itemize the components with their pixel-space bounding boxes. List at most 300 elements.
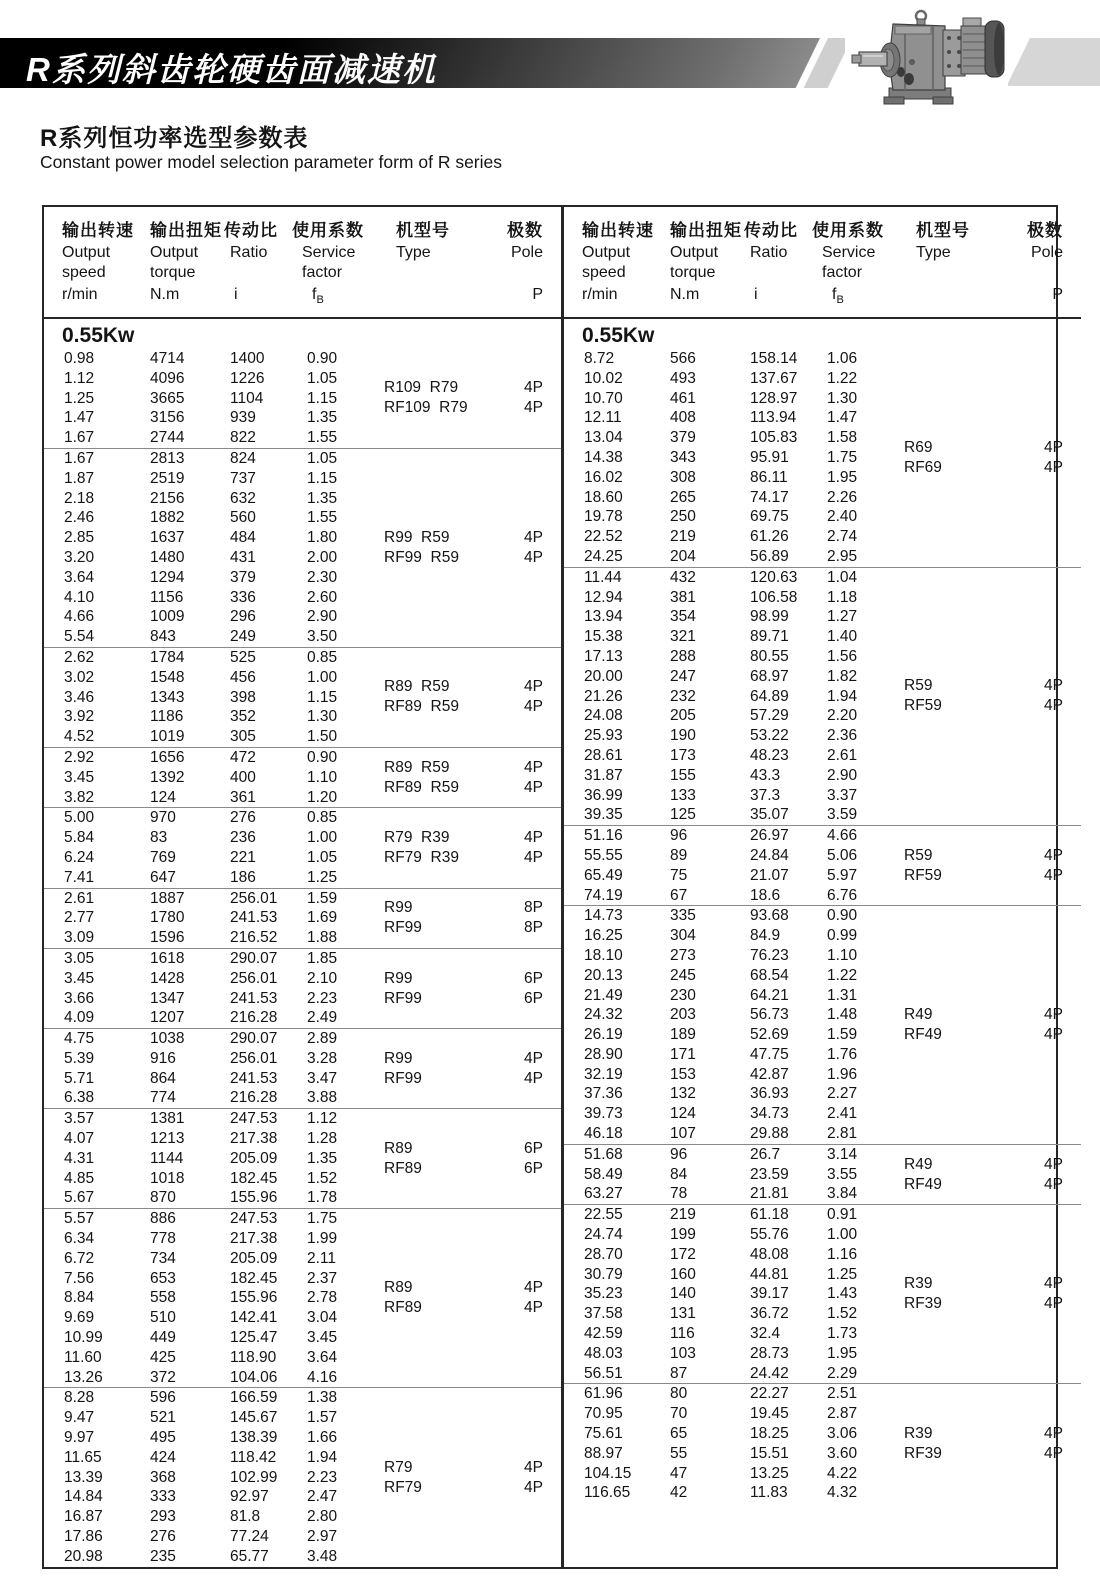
table-row [44,868,384,888]
type-pole-line [384,697,561,717]
type-cell: RF89 [384,1299,422,1317]
ratio-cell: 525 [230,648,256,666]
ratio-cell: 137.67 [750,369,798,387]
torque-cell: 1156 [150,588,184,606]
torque-cell: 107 [670,1125,696,1143]
table-row [564,766,904,786]
type-cell: RF69 [904,458,942,476]
torque-cell: 4714 [150,350,185,367]
ratio-cell: 48.23 [750,746,789,764]
ratio-cell: 155.96 [230,1189,278,1207]
table-row [44,1527,384,1547]
torque-cell: 653 [150,1269,176,1287]
factor-cell: 2.41 [827,1105,858,1123]
ratio-cell: 47.75 [750,1045,789,1063]
header-speed-unit: r/min [62,286,98,303]
header-torque-zh: 输出扭矩 [670,221,742,240]
factor-cell: 1.35 [307,489,338,507]
factor-cell: 1.35 [307,1149,338,1167]
factor-cell: 2.23 [307,1468,338,1486]
pole-cell: 4P [524,399,543,417]
table-row [564,527,904,547]
speed-cell: 3.46 [64,688,95,706]
speed-cell: 37.58 [584,1305,623,1323]
table-row [44,1069,384,1089]
speed-cell: 28.90 [584,1045,623,1063]
ratio-cell: 256.01 [230,889,278,907]
torque-cell: 103 [670,1344,696,1362]
factor-cell: 1.50 [307,728,338,746]
table-row [564,607,904,627]
speed-cell: 30.79 [584,1265,623,1283]
ratio-cell: 166.59 [230,1389,278,1407]
type-pole-line [384,828,561,848]
speed-cell: 31.87 [584,766,623,784]
header-factor-en: factor [302,264,343,281]
table-row [564,826,904,846]
type-pole-line [384,1139,561,1159]
speed-cell: 13.26 [64,1368,103,1386]
table-row [44,1547,384,1567]
ratio-cell: 105.83 [750,429,798,447]
speed-cell: 2.92 [64,748,95,766]
ratio-cell: 69.75 [750,508,789,526]
speed-cell: 9.97 [64,1429,95,1447]
table-row [44,1049,384,1069]
ratio-cell: 241.53 [230,909,278,927]
torque-cell: 84 [670,1165,688,1183]
speed-cell: 74.19 [584,886,623,904]
speed-cell: 19.78 [584,508,623,526]
header-ratio-zh: 传动比 [224,221,278,240]
factor-cell: 1.20 [307,788,338,806]
type-pole-line [904,1274,1081,1294]
torque-cell: 843 [150,628,176,646]
ratio-cell: 106.58 [750,588,798,606]
factor-cell: 3.14 [827,1145,858,1163]
speed-cell: 24.32 [584,1006,623,1024]
torque-cell: 1213 [150,1130,185,1148]
factor-cell: 1.76 [827,1045,858,1063]
factor-cell: 1.58 [827,429,858,447]
speed-cell: 46.18 [584,1125,623,1143]
factor-cell: 2.10 [307,969,338,987]
speed-cell: 61.96 [584,1385,623,1403]
factor-cell: 2.90 [307,608,338,626]
parameter-group [44,748,561,808]
header-torque-zh: 输出扭矩 [150,221,222,240]
table-row [44,1088,384,1108]
table-row [564,1065,904,1085]
factor-cell: 2.37 [307,1269,338,1287]
ratio-cell: 61.26 [750,528,789,546]
ratio-cell: 13.25 [750,1464,789,1482]
factor-cell: 3.28 [307,1049,338,1067]
gear-reducer-image-frame [845,0,1008,112]
ratio-cell: 21.07 [750,866,789,884]
type-pole-block [904,1205,1081,1383]
table-row [564,1225,904,1245]
parameter-table [42,205,1063,1569]
table-row [564,1344,904,1364]
type-pole-line [384,1458,561,1478]
type-pole-block [384,648,561,747]
table-row [44,1388,384,1408]
ratio-cell: 145.67 [230,1409,278,1427]
factor-cell: 3.60 [827,1444,858,1462]
factor-cell: 3.84 [827,1185,858,1203]
ratio-cell: 53.22 [750,727,789,745]
header-ratio-zh: 传动比 [744,221,798,240]
factor-cell: 1.85 [307,949,338,967]
factor-cell: 3.59 [827,806,858,824]
speed-cell: 18.10 [584,946,623,964]
speed-cell: 25.93 [584,727,623,745]
table-row [44,848,384,868]
factor-cell: 1.95 [827,468,858,486]
speed-cell: 2.61 [64,889,95,907]
torque-cell: 55 [670,1444,688,1462]
table-row [564,1025,904,1045]
speed-cell: 17.13 [584,647,623,665]
ratio-cell: 352 [230,708,256,726]
table-row [564,408,904,428]
parameter-group [564,568,1081,826]
torque-cell: 219 [670,528,696,546]
table-row [564,1245,904,1265]
torque-cell: 1294 [150,568,185,586]
speed-cell: 5.39 [64,1049,95,1067]
speed-cell: 13.94 [584,608,623,626]
ratio-cell: 28.73 [750,1344,789,1362]
type-cell: R89 [384,1139,413,1157]
type-cell: R99 [384,1049,413,1067]
pole-cell: 4P [524,698,543,716]
speed-cell: 3.92 [64,708,95,726]
type-pole-block [384,349,561,448]
speed-cell: 104.15 [584,1464,632,1482]
table-row [44,428,384,448]
factor-cell: 1.40 [827,628,858,646]
speed-cell: 5.71 [64,1069,95,1087]
table-row [44,1408,384,1428]
speed-cell: 14.38 [584,448,623,466]
type-cell: RF99 [384,919,422,937]
header-ratio-unit: i [754,286,758,303]
factor-cell: 1.05 [307,449,338,467]
speed-cell: 1.67 [64,449,95,467]
ratio-cell: 95.91 [750,448,789,466]
torque-cell: 42 [670,1484,688,1502]
factor-cell: 1.18 [827,588,858,606]
table-row [44,1109,384,1129]
speed-cell: 63.27 [584,1185,623,1203]
header-torque-en: torque [670,264,716,281]
ratio-cell: 217.38 [230,1130,278,1148]
header-type-en: Type [916,244,951,261]
factor-cell: 2.49 [307,1009,338,1027]
type-pole-block [384,748,561,807]
torque-cell: 205 [670,707,696,725]
ratio-cell: 290.07 [230,949,278,967]
type-pole-block [384,1209,561,1387]
speed-cell: 4.66 [64,608,95,626]
factor-cell: 2.61 [827,746,858,764]
torque-cell: 321 [670,628,696,646]
ratio-cell: 216.28 [230,1009,278,1027]
ratio-cell: 241.53 [230,1069,278,1087]
speed-cell: 20.13 [584,966,623,984]
type-cell: R79 [384,1458,413,1476]
table-row [564,1045,904,1065]
torque-cell: 131 [670,1305,696,1323]
torque-cell: 155 [670,766,696,784]
header-pole-en: Pole [510,244,543,261]
torque-cell: 65 [670,1425,688,1443]
factor-cell: 2.29 [827,1364,858,1382]
table-row [564,706,904,726]
pole-cell: 4P [1044,1424,1063,1442]
ratio-cell: 36.72 [750,1305,789,1323]
parameter-group [44,1388,561,1566]
factor-cell: 2.27 [827,1085,858,1103]
table-header-row [44,207,561,319]
torque-cell: 778 [150,1230,176,1248]
pole-cell: 4P [524,848,543,866]
factor-cell: 1.22 [827,369,858,387]
factor-cell: 3.50 [307,628,338,646]
ratio-cell: 138.39 [230,1429,278,1447]
speed-cell: 12.94 [584,588,623,606]
factor-cell: 1.99 [307,1230,338,1248]
factor-cell: 2.36 [827,727,858,745]
parameter-group [44,1109,561,1209]
torque-cell: 47 [670,1464,688,1482]
ratio-cell: 247.53 [230,1110,278,1128]
speed-cell: 3.09 [64,929,95,947]
speed-cell: 4.10 [64,588,95,606]
factor-cell: 4.16 [307,1368,338,1386]
type-cell: R109 R79 [384,379,459,397]
parameter-group [44,808,561,888]
ratio-cell: 34.73 [750,1105,789,1123]
banner-title: R系列斜齿轮硬齿面减速机 [26,51,437,88]
parameter-group [564,349,1081,568]
table-row [44,1308,384,1328]
speed-cell: 5.54 [64,628,95,646]
torque-cell: 2519 [150,469,185,487]
group-rows [44,949,384,1028]
torque-cell: 89 [670,846,688,864]
ratio-cell: 737 [230,469,256,487]
type-cell: R99 [384,899,413,917]
ratio-cell: 241.53 [230,989,278,1007]
table-row [44,1368,384,1388]
ratio-cell: 236 [230,829,256,847]
factor-cell: 3.04 [307,1309,338,1327]
torque-cell: 2744 [150,429,185,447]
type-pole-line [904,1025,1081,1045]
speed-cell: 4.31 [64,1149,95,1167]
factor-cell: 4.32 [827,1484,858,1502]
factor-cell: 5.97 [827,866,858,884]
ratio-cell: 55.76 [750,1226,789,1244]
table-row [564,507,904,527]
torque-cell: 1347 [150,989,185,1007]
torque-cell: 886 [150,1210,176,1228]
factor-cell: 1.73 [827,1325,858,1343]
ratio-cell: 43.3 [750,766,781,784]
factor-cell: 1.00 [307,829,338,847]
ratio-cell: 64.21 [750,986,789,1004]
type-pole-line [904,1424,1081,1444]
table-row [564,687,904,707]
torque-cell: 125 [670,806,696,824]
torque-cell: 1343 [150,688,185,706]
table-row [44,1269,384,1289]
torque-cell: 1144 [150,1149,184,1167]
type-cell: R89 R59 [384,678,450,696]
table-row [44,788,384,808]
ratio-cell: 93.68 [750,907,789,925]
type-cell: RF89 [384,1159,422,1177]
table-row [44,1029,384,1049]
factor-cell: 1.04 [827,568,858,586]
header-speed-en: Output [582,244,631,261]
table-row [564,1304,904,1324]
factor-cell: 1.52 [307,1169,338,1187]
type-pole-line [384,548,561,568]
factor-cell: 5.06 [827,846,858,864]
torque-cell: 521 [150,1409,176,1427]
factor-cell: 1.75 [307,1210,338,1228]
type-pole-block [384,808,561,887]
header-torque-unit: N.m [150,286,180,303]
type-pole-line [904,866,1081,886]
factor-cell: 2.80 [307,1508,338,1526]
ratio-cell: 15.51 [750,1444,789,1462]
torque-cell: 160 [670,1265,696,1283]
ratio-cell: 1104 [230,389,264,407]
table-row [564,726,904,746]
header-factor-unit: $f_B$ [312,286,324,307]
ratio-cell: 336 [230,588,256,606]
parameter-group [44,889,561,949]
table-row [564,1084,904,1104]
type-pole-line [384,1159,561,1179]
header-pole [507,219,561,317]
ratio-cell: 61.18 [750,1206,789,1224]
type-pole-block [904,349,1081,567]
table-row [44,908,384,928]
parameter-group [564,1205,1081,1384]
type-pole-line [384,1298,561,1318]
torque-cell: 864 [150,1069,176,1087]
speed-cell: 3.02 [64,668,95,686]
torque-cell: 273 [670,946,696,964]
table-row [44,1188,384,1208]
ratio-cell: 52.69 [750,1026,789,1044]
group-rows [44,449,384,647]
type-cell: RF59 [904,697,942,715]
factor-cell: 1.94 [827,687,858,705]
table-row [44,727,384,747]
type-pole-line [904,676,1081,696]
type-cell: RF39 [904,1444,942,1462]
factor-cell: 1.12 [307,1110,338,1128]
factor-cell: 1.57 [307,1409,338,1427]
torque-cell: 70 [670,1405,688,1423]
speed-cell: 7.41 [64,868,95,886]
torque-cell: 235 [150,1547,176,1565]
pole-cell: 6P [524,969,543,987]
speed-cell: 6.38 [64,1089,95,1107]
type-pole-block [384,1029,561,1108]
type-pole-block [384,949,561,1028]
header-torque-unit: N.m [670,286,700,303]
factor-cell: 3.06 [827,1425,858,1443]
factor-cell: 3.37 [827,786,858,804]
torque-cell: 1480 [150,548,185,566]
table-row [564,1384,904,1404]
torque-cell: 495 [150,1429,176,1447]
factor-cell: 3.47 [307,1069,338,1087]
table-row [564,1124,904,1144]
factor-cell: 1.31 [827,986,858,1004]
pole-cell: 6P [524,1159,543,1177]
torque-cell: 1887 [150,889,185,907]
ratio-cell: 18.25 [750,1425,789,1443]
parameter-group [44,949,561,1029]
table-row [44,1209,384,1229]
speed-cell: 51.16 [584,827,623,845]
header-speed [44,219,150,317]
table-row [44,1008,384,1028]
factor-cell: 1.15 [307,389,338,407]
speed-cell: 1.87 [64,469,95,487]
speed-cell: 28.61 [584,746,623,764]
torque-cell: 379 [670,429,696,447]
pole-cell: 8P [524,899,543,917]
pole-cell: 6P [524,1139,543,1157]
torque-cell: 4096 [150,369,185,387]
type-cell: R69 [904,438,933,456]
speed-cell: 51.68 [584,1145,623,1163]
table-row [564,746,904,766]
factor-cell: 1.30 [827,389,858,407]
speed-cell: 26.19 [584,1026,623,1044]
table-row [564,1145,904,1165]
page-title-en: Constant power model selection parameter form of R series [40,152,503,172]
factor-cell: 1.15 [307,469,338,487]
speed-cell: 11.65 [64,1448,102,1466]
type-cell: RF79 R39 [384,848,459,866]
speed-cell: 5.57 [64,1210,95,1228]
header-speed-zh: 输出转速 [62,221,134,240]
torque-cell: 132 [670,1085,696,1103]
factor-cell: 1.30 [307,708,338,726]
factor-cell: 1.35 [307,409,338,427]
pole-cell: 4P [524,1049,543,1067]
factor-cell: 1.80 [307,529,338,547]
type-cell: R49 [904,1155,933,1173]
torque-cell: 3665 [150,389,185,407]
torque-cell: 381 [670,588,696,606]
speed-cell: 42.59 [584,1325,623,1343]
table-row [44,1448,384,1468]
header-torque-en: Output [150,244,199,261]
speed-cell: 28.70 [584,1245,623,1263]
